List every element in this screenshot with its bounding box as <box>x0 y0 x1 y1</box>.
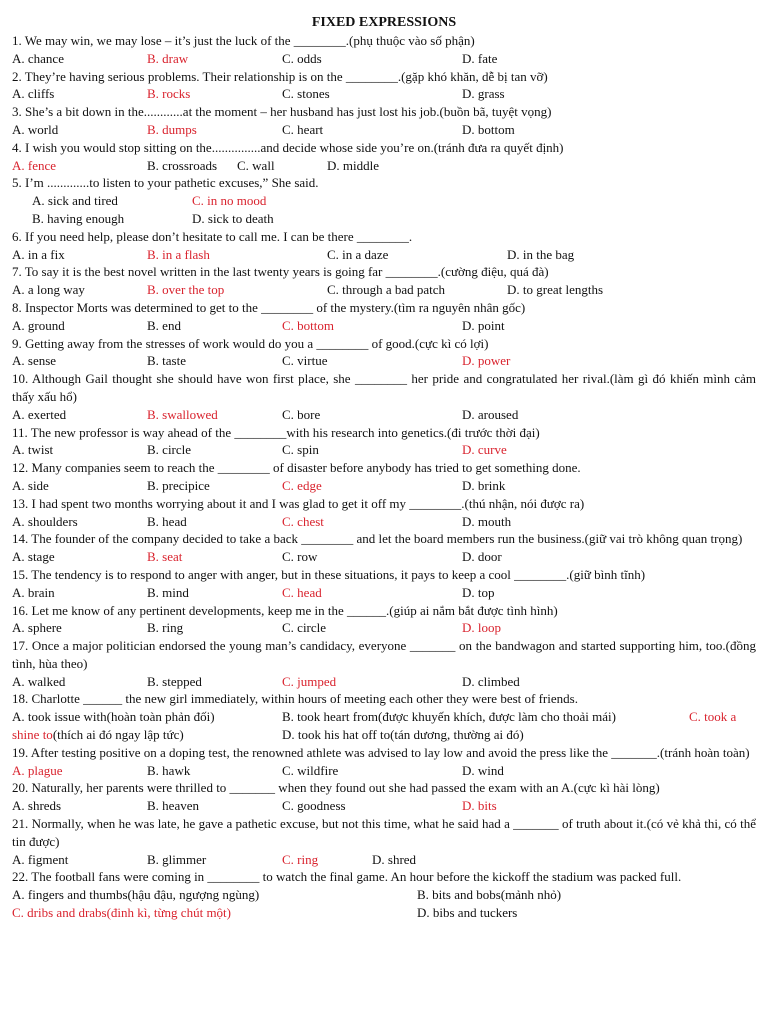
question-text: 12. Many companies seem to reach the ________ of disaster before anybody has tried to get something done. <box>12 460 581 476</box>
correct-option[interactable]: C. took a <box>689 709 737 725</box>
option[interactable]: C. heart <box>282 121 324 137</box>
option[interactable]: D. wind <box>462 762 504 778</box>
option[interactable]: D. sick to death <box>192 210 274 226</box>
option[interactable]: A. stage <box>12 549 55 565</box>
options-row <box>12 477 756 495</box>
options-row <box>12 851 756 869</box>
options-row <box>12 548 756 566</box>
option[interactable]: C. bore <box>282 406 321 422</box>
options-row <box>12 85 756 103</box>
question-text: 1. We may win, we may lose – it’s just the luck of the ________.(phụ thuộc vào số phận) <box>12 33 475 48</box>
question-text: 2. They’re having serious problems. Their relationship is on the ________.(gặp khó khăn, dễ bị tan vỡ) <box>12 68 548 84</box>
question-text: 13. I had spent two months worrying about it and I was glad to get it off my ________.(thú nhận, nói được ra) <box>12 495 585 511</box>
option[interactable]: D. bottom <box>462 121 515 137</box>
option[interactable]: A. shreds <box>12 798 62 814</box>
option[interactable]: A. fingers and thumbs(hậu đậu, ngượng ngùng) <box>12 887 260 903</box>
option[interactable]: D. middle <box>327 157 379 173</box>
option[interactable]: A. side <box>12 477 49 493</box>
options-row <box>12 797 756 815</box>
correct-option[interactable]: C. ring <box>282 851 319 867</box>
question-text: 17. Once a major politician endorsed the young man’s candidacy, everyone _______ on the bandwagon and started supporting him, too.(đồng tình, hùa theo) <box>12 638 756 671</box>
options-row <box>12 246 756 264</box>
correct-option[interactable]: C. dribs and drabs(đinh kì, từng chút một) <box>12 905 231 921</box>
question-text: 15. The tendency is to respond to anger with anger, but in these situations, it pays to keep a cool ________.(giữ bình tĩnh) <box>12 566 646 582</box>
options-row <box>12 619 756 637</box>
correct-option[interactable]: B. seat <box>147 549 183 565</box>
question-text: 14. The founder of the company decided to take a back ________ and let the board members run the business.(giữ vai trò không quan trọng) <box>12 531 743 547</box>
option[interactable]: D. brink <box>462 477 506 493</box>
options-row <box>12 886 756 904</box>
option[interactable]: B. glimmer <box>147 851 207 867</box>
options-row <box>12 513 756 531</box>
option[interactable]: D. top <box>462 584 495 600</box>
option[interactable]: D. took his hat off to(tán dương, thường ai đó) <box>282 727 524 743</box>
correct-option[interactable]: B. over the top <box>147 282 225 298</box>
correct-option[interactable]: D. power <box>462 353 511 369</box>
question-text: 11. The new professor is way ahead of the ________with his research into genetics.(đi trước thời đại) <box>12 424 540 440</box>
question-text: 3. She’s a bit down in the............at the moment – her husband has just lost his job.(buồn bã, tuyệt vọng) <box>12 104 552 120</box>
correct-option[interactable]: B. draw <box>147 50 189 66</box>
option[interactable]: A. figment <box>12 851 69 867</box>
correct-option[interactable]: C. edge <box>282 477 322 493</box>
option[interactable]: C. wall <box>237 157 275 173</box>
option[interactable]: A. world <box>12 121 59 137</box>
correct-option[interactable]: C. bottom <box>282 317 335 333</box>
options-row <box>12 726 756 744</box>
correct-option[interactable]: C. in no mood <box>192 193 267 209</box>
option-continuation <box>12 726 184 744</box>
question-text: 6. If you need help, please don’t hesitate to call me. I can be there ________. <box>12 228 413 244</box>
options-row <box>12 762 756 780</box>
option-note: (thích ai đó ngay lập tức) <box>52 727 184 743</box>
question-text: 19. After testing positive on a doping test, the renowned athlete was advised to lay low and avoid the press like the _______.(tránh hoàn toàn) <box>12 744 750 760</box>
correct-option[interactable]: D. loop <box>462 620 501 636</box>
option[interactable]: D. door <box>462 549 502 565</box>
options-row <box>12 157 756 175</box>
correct-option[interactable]: A. plague <box>12 762 63 778</box>
option[interactable]: A. sick and tired <box>32 193 118 209</box>
option[interactable]: B. having enough <box>32 210 125 226</box>
option[interactable]: D. in the bag <box>507 246 575 262</box>
option[interactable]: B. crossroads <box>147 157 218 173</box>
option[interactable]: A. a long way <box>12 282 85 298</box>
option[interactable]: B. precipice <box>147 477 210 493</box>
page-title: FIXED EXPRESSIONS <box>311 15 457 30</box>
option[interactable]: C. virtue <box>282 353 328 369</box>
question-text: 21. Normally, when he was late, he gave a pathetic excuse, but not this time, what he said had a _______ of truth about it.(có vẻ khả thi, có thể tin được) <box>12 816 756 849</box>
option[interactable]: C. stones <box>282 86 330 102</box>
options-row <box>12 317 756 335</box>
options-row <box>12 210 756 228</box>
option[interactable]: A. took issue with(hoàn toàn phản đối) <box>12 709 215 725</box>
option[interactable]: A. sense <box>12 353 57 369</box>
option[interactable]: C. goodness <box>282 798 346 814</box>
option[interactable]: A. in a fix <box>12 246 65 262</box>
question-text: 16. Let me know of any pertinent developments, keep me in the ______.(giúp ai nắm bắt được tình hình) <box>12 602 558 618</box>
question-text: 5. I’m .............to listen to your pathetic excuses,” She said. <box>12 175 319 191</box>
correct-option[interactable]: B. rocks <box>147 86 191 102</box>
option[interactable]: D. fate <box>462 50 498 66</box>
correct-option[interactable]: B. swallowed <box>147 406 218 422</box>
correct-option[interactable]: D. bits <box>462 798 497 814</box>
option[interactable]: C. in a daze <box>327 246 389 262</box>
option[interactable]: B. stepped <box>147 673 202 689</box>
options-row <box>12 50 756 68</box>
option[interactable]: B. taste <box>147 353 186 369</box>
option[interactable]: A. shoulders <box>12 513 78 529</box>
option[interactable]: B. head <box>147 513 187 529</box>
option[interactable]: C. spin <box>282 442 319 458</box>
option[interactable]: C. circle <box>282 620 327 636</box>
option[interactable]: D. shred <box>372 851 417 867</box>
options-row <box>12 708 756 726</box>
options-row <box>12 281 756 299</box>
option[interactable]: A. walked <box>12 673 66 689</box>
options-row <box>12 441 756 459</box>
question-text: 10. Although Gail thought she should have won first place, she ________ her pride and congratulated her rival.(làm gì đó khiến mình cảm thấy xấu hổ) <box>12 371 756 404</box>
option[interactable]: B. took heart from(được khuyến khích, được làm cho thoải mái) <box>282 709 616 725</box>
option[interactable]: A. chance <box>12 50 64 66</box>
option[interactable]: D. climbed <box>462 673 520 689</box>
question-list <box>0 32 768 922</box>
options-row <box>12 352 756 370</box>
option[interactable]: A. exerted <box>12 406 67 422</box>
options-row <box>12 406 756 424</box>
option[interactable]: A. ground <box>12 317 65 333</box>
options-row <box>12 584 756 602</box>
option[interactable]: C. wildfire <box>282 762 339 778</box>
option[interactable]: B. end <box>147 317 181 333</box>
question-text: 8. Inspector Morts was determined to get to the ________ of the mystery.(tìm ra nguyên nhân gốc) <box>12 299 526 315</box>
correct-option[interactable]: A. fence <box>12 157 57 173</box>
options-row <box>12 673 756 691</box>
options-row <box>12 121 756 139</box>
correct-option[interactable]: B. in a flash <box>147 246 210 262</box>
question-text: 22. The football fans were coming in ________ to watch the final game. An hour before the kickoff the stadium was packed full. <box>12 869 682 885</box>
correct-option[interactable]: C. chest <box>282 513 324 529</box>
option[interactable]: C. odds <box>282 50 322 66</box>
option[interactable]: A. twist <box>12 442 54 458</box>
question-text: 7. To say it is the best novel written in the last twenty years is going far ________.(cường điệu, quá đà) <box>12 264 549 280</box>
option[interactable]: D. point <box>462 317 505 333</box>
option[interactable]: D. bibs and tuckers <box>417 905 518 921</box>
option[interactable]: B. circle <box>147 442 192 458</box>
option[interactable]: A. cliffs <box>12 86 55 102</box>
question-text: 18. Charlotte ______ the new girl immediately, within hours of meeting each other they were best of friends. <box>12 691 578 707</box>
correct-option[interactable]: C. jumped <box>282 673 337 689</box>
correct-option[interactable]: C. head <box>282 584 322 600</box>
option[interactable]: A. brain <box>12 584 55 600</box>
option[interactable]: B. hawk <box>147 762 191 778</box>
options-row <box>12 904 756 922</box>
option[interactable]: A. sphere <box>12 620 62 636</box>
option[interactable]: C. through a bad patch <box>327 282 446 298</box>
option[interactable]: C. row <box>282 549 318 565</box>
question-text: 20. Naturally, her parents were thrilled to _______ when they found out she had passed the exam with an A.(cực kì hài lòng) <box>12 780 660 796</box>
option[interactable]: B. heaven <box>147 798 199 814</box>
option[interactable]: B. mind <box>147 584 189 600</box>
option[interactable]: B. bits and bobs(mảnh nhỏ) <box>417 887 562 903</box>
correct-option[interactable]: D. curve <box>462 442 507 458</box>
correct-option[interactable]: B. dumps <box>147 121 197 137</box>
correct-option[interactable]: shine to <box>12 727 53 743</box>
question-text: 4. I wish you would stop sitting on the...............and decide whose side you’re on.(tránh đưa ra quyết định) <box>12 139 564 155</box>
option[interactable]: D. grass <box>462 86 505 102</box>
question-text: 9. Getting away from the stresses of work would do you a ________ of good.(cực kì có lợi) <box>12 335 489 351</box>
option[interactable]: D. to great lengths <box>507 282 604 298</box>
option[interactable]: D. aroused <box>462 406 519 422</box>
options-row <box>12 192 756 210</box>
option[interactable]: B. ring <box>147 620 184 636</box>
option[interactable]: D. mouth <box>462 513 512 529</box>
